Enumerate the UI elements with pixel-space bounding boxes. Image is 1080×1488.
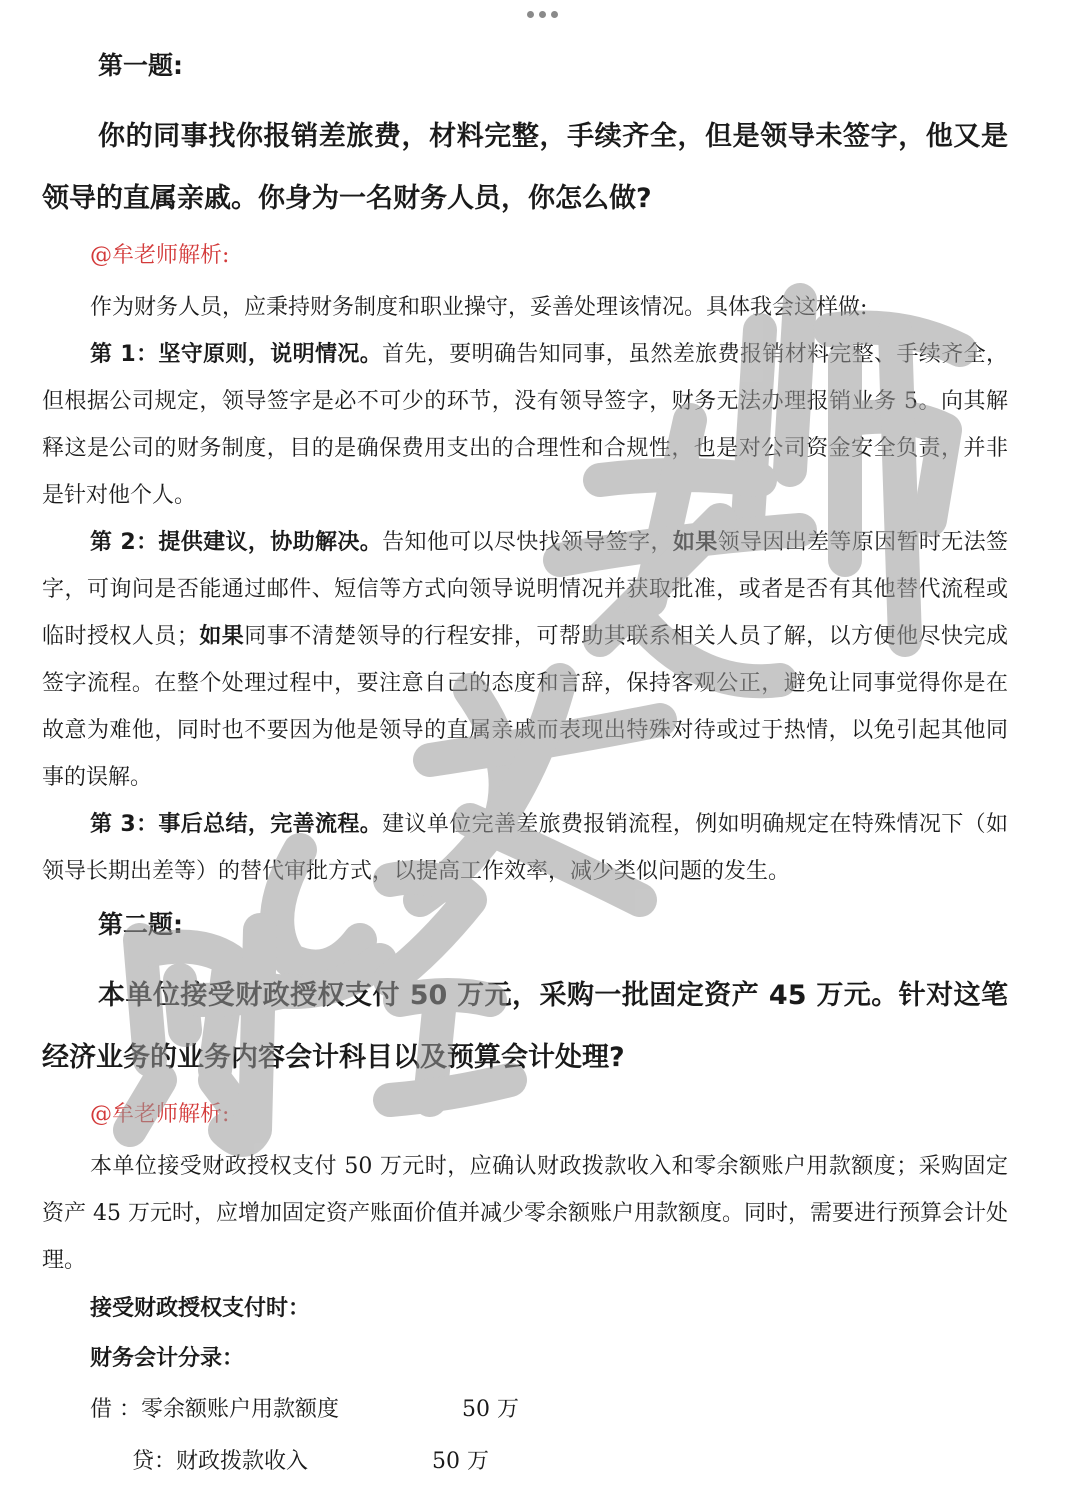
point-1-title: 第 1：坚守原则，说明情况。 [90, 342, 383, 367]
question-1-intro: 作为财务人员，应秉持财务制度和职业操守，妥善处理该情况。具体我会这样做: [90, 295, 868, 320]
question-1-point-1 [42, 331, 1008, 519]
credit-label: 贷：财政拨款收入 [132, 1449, 309, 1474]
point-1-text: 首先，要明确告知同事，虽然差旅费报销材料完整、手续齐全，但根据公司规定，领导签字是必不可少的环节，没有领导签字，财务无法办理报销业务 5。向其解释这是公司的财务制度，目的是确保费用支出的合理性和合规性，也是对公司资金安全负责，并非是针对他个人。 [42, 342, 1008, 508]
point-2-if-word-2: 如果 [198, 624, 245, 649]
question-2-text: 本单位接受财政授权支付 50 万元，采购一批固定资产 45 万元。针对这笔经济业务的业务内容会计科目以及预算会计处理? [42, 980, 1008, 1073]
point-2-text-b: 领导因出差等原因暂时无法签字，可询问是否能通过邮件、短信等方式向领导说明情况并获取批准，或者是否有其他替代流程或临时授权人员； [42, 530, 1008, 649]
point-2-text-a: 告知他可以尽快找领导签字， [382, 530, 673, 555]
question-1-point-3 [42, 801, 1008, 895]
credit-entry [132, 1436, 1008, 1488]
dot [551, 11, 558, 18]
point-3-text: 建议单位完善差旅费报销流程，例如明确规定在特殊情况下（如领导长期出差等）的替代审批方式，以提高工作效率，减少类似问题的发生。 [42, 812, 1008, 884]
dot [527, 11, 534, 18]
debit-label: 借 ：零余额账户用款额度 [90, 1397, 339, 1422]
question-1-text: 你的同事找你报销差旅费，材料完整，手续齐全，但是领导未签字，他又是领导的直属亲戚。你身为一名财务人员，你怎么做? [42, 121, 1008, 214]
debit-entry [90, 1384, 1008, 1436]
question-1-point-2 [42, 519, 1008, 801]
point-2-text-c: 同事不清楚领导的行程安排，可帮助其联系相关人员了解，以方便他尽快完成签字流程。在整个处理过程中，要注意自己的态度和言辞，保持客观公正，避免让同事觉得你是在故意为难他，同时也不要因为他是领导的直属亲戚而表现出特殊对待或过于热情，以免引起其他同事的误解。 [42, 624, 1008, 790]
question-2-intro: 本单位接受财政授权支付 50 万元时，应确认财政拨款收入和零余额账户用款额度；采购固定资产 45 万元时，应增加固定资产账面价值并减少零余额账户用款额度。同时，需要进行预算会计处理。 [42, 1154, 1008, 1273]
question-2-analysis-label: @牟老师解析: [90, 1102, 230, 1127]
more-options-icon[interactable] [522, 6, 562, 22]
question-1-analysis-label: @牟老师解析: [90, 243, 230, 268]
question-1-label: 第一题: [98, 51, 183, 80]
point-2-title: 第 2：提供建议，协助解决。 [90, 530, 383, 555]
point-3-title: 第 3：事后总结，完善流程。 [90, 812, 383, 837]
point-2-if-word-1: 如果 [672, 530, 718, 555]
debit-amount: 50 万 [462, 1397, 519, 1422]
question-2-label: 第二题: [98, 910, 183, 939]
credit-amount: 50 万 [432, 1449, 489, 1474]
dot [539, 11, 546, 18]
entry-title: 财务会计分录： [90, 1346, 245, 1371]
step-title: 接受财政授权支付时： [90, 1296, 311, 1321]
document-page [42, 44, 1008, 1488]
